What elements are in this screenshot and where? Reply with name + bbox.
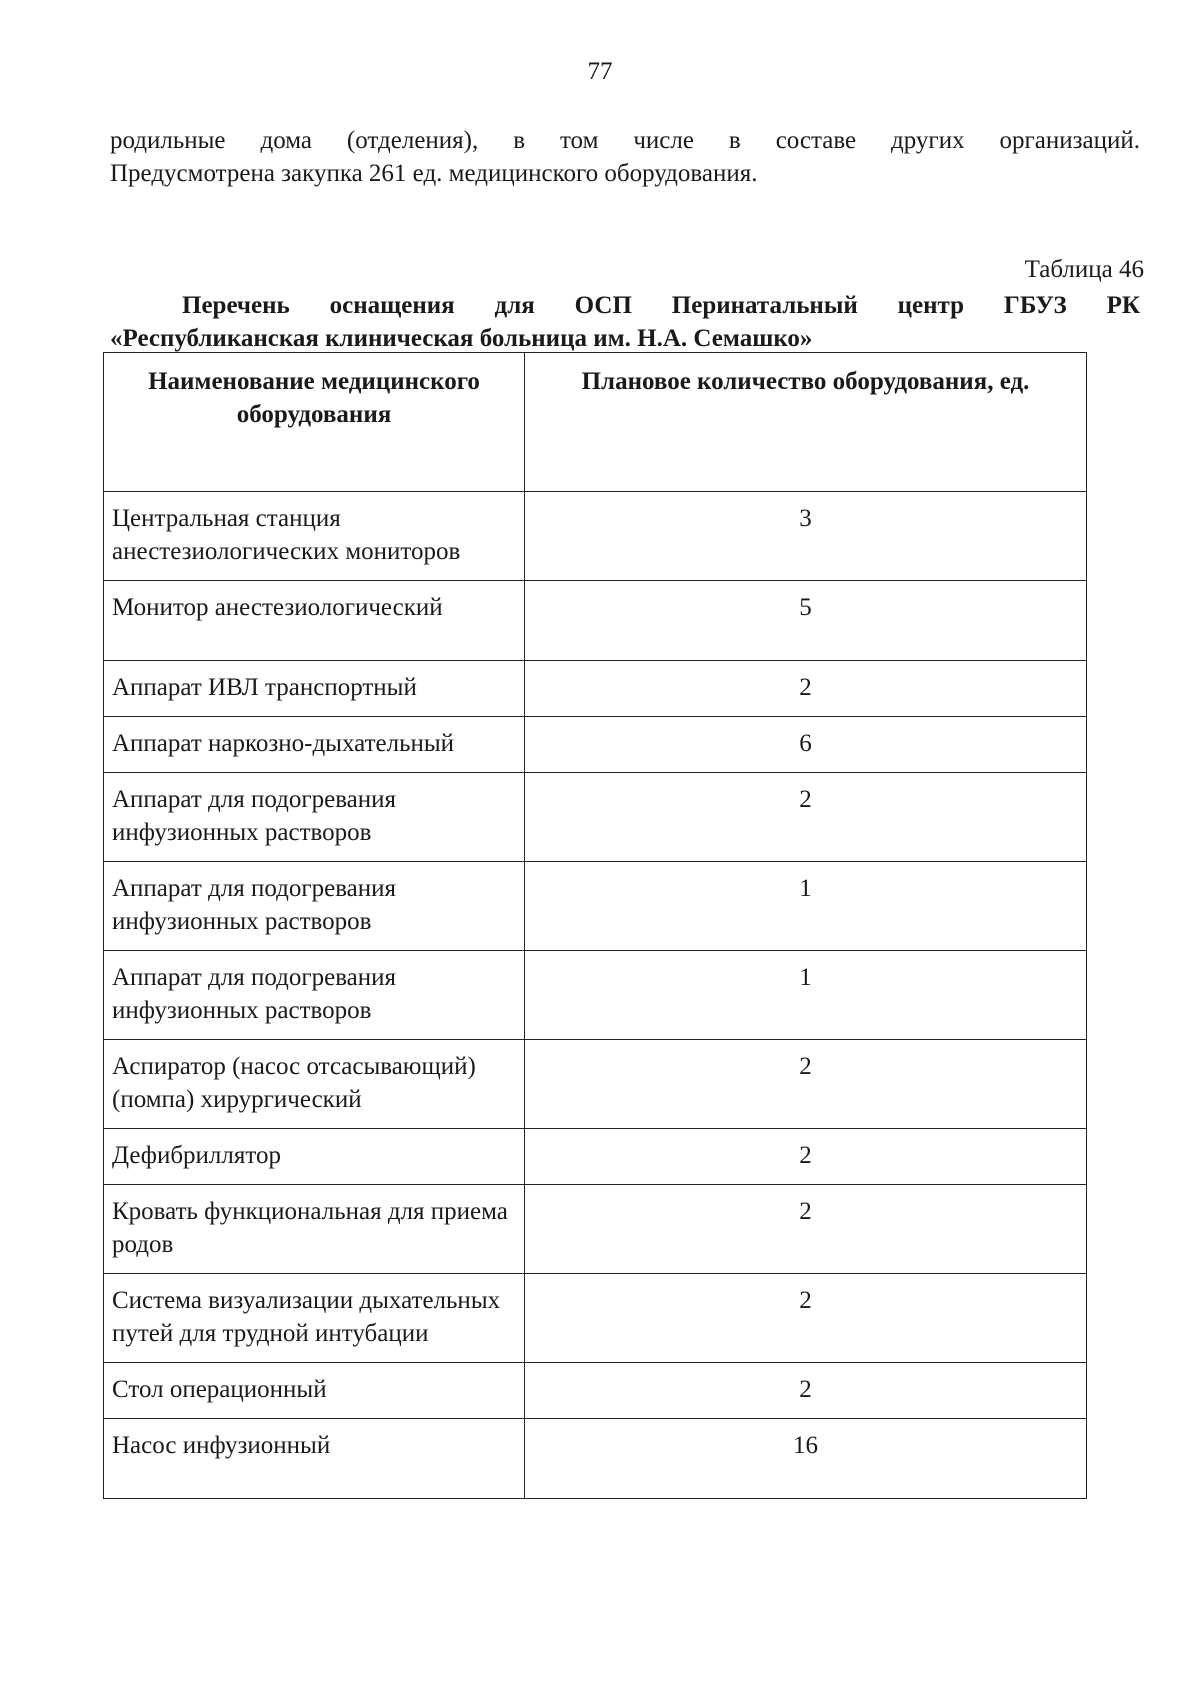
quantity-cell: 3 <box>525 492 1087 581</box>
intro-line-2: Предусмотрена закупка 261 ед. медицинского оборудования. <box>110 160 758 187</box>
quantity-cell: 2 <box>525 1129 1087 1185</box>
table-title-line-2: «Республиканская клиническая больница им. Н.А. Семашко» <box>110 325 813 352</box>
quantity-cell: 16 <box>525 1419 1087 1499</box>
equipment-name-cell: Кровать функциональная для приема родов <box>104 1185 525 1274</box>
table-title-line-1: Перечень оснащения для ОСП Перинатальный центр ГБУЗ РК <box>182 292 1140 319</box>
quantity-cell: 2 <box>525 1274 1087 1363</box>
quantity-cell: 1 <box>525 862 1087 951</box>
quantity-cell: 2 <box>525 1040 1087 1129</box>
equipment-name-cell: Центральная станция анестезиологических мониторов <box>104 492 525 581</box>
table-row <box>104 1185 1087 1274</box>
table-row <box>104 1419 1087 1499</box>
quantity-cell: 1 <box>525 951 1087 1040</box>
table-row <box>104 492 1087 581</box>
equipment-name-cell: Аппарат наркозно-дыхательный <box>104 717 525 773</box>
table-row <box>104 581 1087 661</box>
equipment-name-cell: Насос инфузионный <box>104 1419 525 1499</box>
quantity-cell: 6 <box>525 717 1087 773</box>
intro-line-1: родильные дома (отделения), в том числе в составе других организаций. <box>110 127 1140 154</box>
quantity-cell: 2 <box>525 773 1087 862</box>
equipment-name-cell: Стол операционный <box>104 1363 525 1419</box>
table-row <box>104 1363 1087 1419</box>
table-row <box>104 1274 1087 1363</box>
table-row <box>104 661 1087 717</box>
table-label: Таблица 46 <box>1024 256 1144 283</box>
header-equipment-name: Наименование медицинского оборудования <box>104 353 525 492</box>
table-row <box>104 773 1087 862</box>
table-row <box>104 717 1087 773</box>
header-planned-quantity: Плановое количество оборудования, ед. <box>525 353 1087 492</box>
quantity-cell: 2 <box>525 1185 1087 1274</box>
equipment-name-cell: Дефибриллятор <box>104 1129 525 1185</box>
equipment-name-cell: Аппарат для подогревания инфузионных растворов <box>104 951 525 1040</box>
intro-paragraph <box>110 124 1140 190</box>
equipment-name-cell: Монитор анестезиологический <box>104 581 525 661</box>
page-number: 77 <box>587 58 613 85</box>
equipment-table <box>103 352 1087 1499</box>
equipment-name-cell: Аспиратор (насос отсасывающий) (помпа) хирургический <box>104 1040 525 1129</box>
table-row <box>104 1129 1087 1185</box>
equipment-name-cell: Аппарат для подогревания инфузионных растворов <box>104 773 525 862</box>
equipment-name-cell: Аппарат для подогревания инфузионных растворов <box>104 862 525 951</box>
table-row <box>104 1040 1087 1129</box>
quantity-cell: 2 <box>525 661 1087 717</box>
equipment-name-cell: Система визуализации дыхательных путей для трудной интубации <box>104 1274 525 1363</box>
equipment-name-cell: Аппарат ИВЛ транспортный <box>104 661 525 717</box>
table-row <box>104 951 1087 1040</box>
table-header-row <box>104 353 1087 492</box>
quantity-cell: 5 <box>525 581 1087 661</box>
quantity-cell: 2 <box>525 1363 1087 1419</box>
table-title <box>110 289 1140 355</box>
table-row <box>104 862 1087 951</box>
